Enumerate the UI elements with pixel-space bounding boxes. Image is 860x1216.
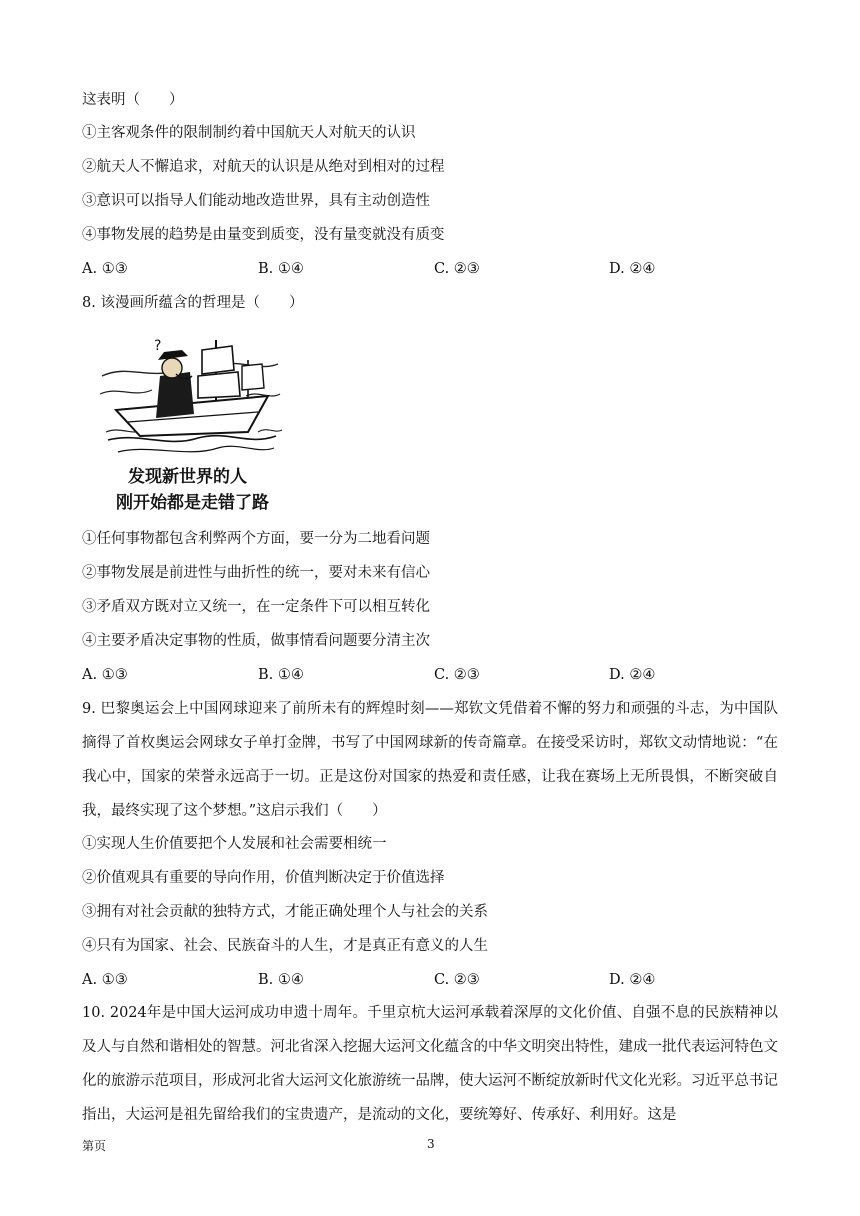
q8-option-d: D. ②④ bbox=[609, 667, 656, 683]
q8-option-c: C. ②③ bbox=[434, 667, 480, 683]
q10-stem: 10. 2024年是中国大运河成功申遗十周年。千里京杭大运河承载着深厚的文化价值、自强不息的民族精神以及人与自然和谐相处的智慧。河北省深入挖掘大运河文化蕴含的中华文明突出特性，建成一批代表运河特色文化的旅游示范项目，形成河北省大运河文化旅游统一品牌，使大运河不断绽放新时代文化光彩。习近平总书记指出，大运河是祖先留给我们的宝贵遗产，是流动的文化，要统筹好、传承好、利用好。这是 bbox=[82, 1005, 778, 1123]
q9-stem: 9. 巴黎奥运会上中国网球迎来了前所未有的辉煌时刻——郑钦文凭借着不懈的努力和顽强的斗志，为中国队摘得了首枚奥运会网球女子单打金牌，书写了中国网球新的传奇篇章。在接受采访时，郑钦文动情地说：“在我心中，国家的荣誉永远高于一切。正是这份对国家的热爱和责任感，让我在赛场上无所畏惧，不断突破自我，最终实现了这个梦想。”这启示我们（ ） bbox=[82, 701, 778, 819]
q9-option-d: D. ②④ bbox=[609, 972, 656, 988]
q7-statement-1: ①主客观条件的限制制约着中国航天人对航天的认识 bbox=[82, 125, 416, 141]
q8-option-b: B. ①④ bbox=[258, 667, 304, 683]
q9-statement-3: ③拥有对社会贡献的独特方式，才能正确处理个人与社会的关系 bbox=[82, 904, 488, 920]
q7-option-b: B. ①④ bbox=[258, 261, 304, 277]
q9-option-c: C. ②③ bbox=[434, 972, 480, 988]
q7-option-d: D. ②④ bbox=[609, 261, 656, 277]
cartoon-caption-line-2: 刚开始都是走错了路 bbox=[116, 493, 269, 513]
q9-statement-1: ①实现人生价值要把个人发展和社会需要相统一 bbox=[82, 836, 387, 852]
footer-page-number: 3 bbox=[427, 1137, 435, 1151]
q8-statement-4: ④主要矛盾决定事物的性质，做事情看问题要分清主次 bbox=[82, 633, 430, 649]
q8-statement-3: ③矛盾双方既对立又统一，在一定条件下可以相互转化 bbox=[82, 599, 430, 615]
explorer-ship-cartoon bbox=[98, 336, 283, 516]
q9-option-b: B. ①④ bbox=[258, 972, 304, 988]
svg-text:?: ? bbox=[154, 338, 162, 354]
q7-stem-end: 这表明（ ） bbox=[82, 92, 184, 108]
q8-option-a: A. ①③ bbox=[82, 667, 128, 683]
q7-statement-2: ②航天人不懈追求，对航天的认识是从绝对到相对的过程 bbox=[82, 159, 445, 175]
q9-statement-4: ④只有为国家、社会、民族奋斗的人生，才是真正有意义的人生 bbox=[82, 938, 488, 954]
q8-statement-2: ②事物发展是前进性与曲折性的统一，要对未来有信心 bbox=[82, 565, 430, 581]
q9-option-a: A. ①③ bbox=[82, 972, 128, 988]
footer-page-label: 第页 bbox=[82, 1139, 107, 1153]
q9-statement-2: ②价值观具有重要的导向作用，价值判断决定于价值选择 bbox=[82, 870, 445, 886]
q7-statement-4: ④事物发展的趋势是由量变到质变，没有量变就没有质变 bbox=[82, 227, 445, 243]
q8-stem: 8. 该漫画所蕴含的哲理是（ ） bbox=[82, 295, 304, 311]
q7-option-c: C. ②③ bbox=[434, 261, 480, 277]
ship-illustration bbox=[98, 336, 283, 516]
q7-option-a: A. ①③ bbox=[82, 261, 128, 277]
cartoon-caption-line-1: 发现新世界的人 bbox=[128, 467, 247, 487]
q8-statement-1: ①任何事物都包含利弊两个方面，要一分为二地看问题 bbox=[82, 531, 430, 547]
q7-statement-3: ③意识可以指导人们能动地改造世界，具有主动创造性 bbox=[82, 193, 430, 209]
